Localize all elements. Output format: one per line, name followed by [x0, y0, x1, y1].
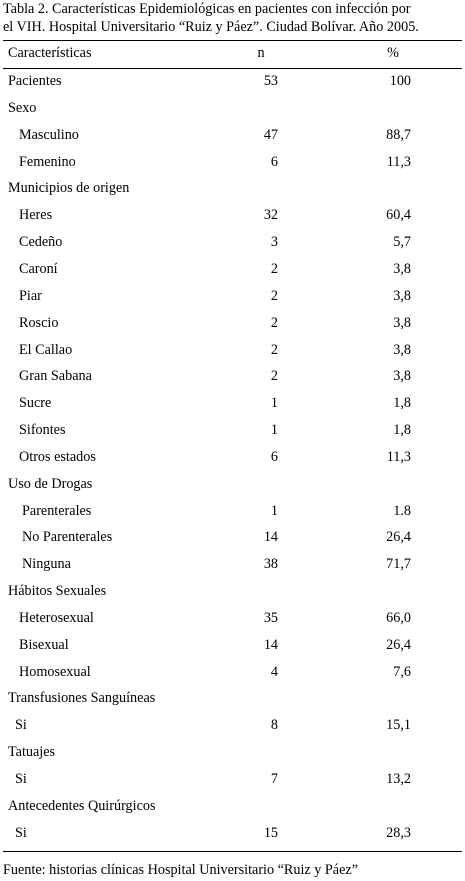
row-n: 14 — [263, 637, 278, 653]
row-percent: 11,3 — [386, 154, 411, 170]
row-label: Otros estados — [19, 449, 96, 465]
row-n: 32 — [263, 207, 278, 223]
row-label: El Callao — [19, 342, 73, 358]
row-percent: 5,7 — [393, 234, 411, 250]
table-row — [3, 68, 462, 95]
row-label: Cedeño — [19, 234, 63, 250]
table-row — [3, 363, 462, 390]
row-percent: 3,8 — [393, 368, 411, 384]
row-label: Si — [15, 771, 27, 787]
row-percent: 3,8 — [393, 315, 411, 331]
row-label: Bisexual — [19, 637, 69, 653]
row-label: Sucre — [19, 395, 52, 411]
row-label: Tatuajes — [8, 744, 56, 760]
row-n: 6 — [270, 449, 278, 465]
row-percent: 60,4 — [386, 207, 411, 223]
row-percent: 28,3 — [386, 825, 411, 841]
row-n: 35 — [263, 610, 278, 626]
row-label: Gran Sabana — [19, 368, 92, 384]
table-row — [3, 498, 462, 525]
row-percent: 15,1 — [386, 717, 411, 733]
row-n: 1 — [270, 422, 278, 438]
table-row — [3, 444, 462, 471]
row-n: 1 — [270, 503, 278, 519]
row-n: 2 — [270, 342, 278, 358]
row-percent: 71,7 — [386, 556, 411, 572]
bottom-rule — [3, 851, 462, 852]
row-n: 1 — [270, 395, 278, 411]
row-label: Si — [15, 717, 27, 733]
row-label: Si — [15, 825, 27, 841]
row-label: Municipios de origen — [8, 180, 130, 196]
table-row — [3, 202, 462, 229]
table-row — [3, 175, 462, 202]
row-percent: 3,8 — [393, 261, 411, 277]
header-percent: % — [387, 45, 399, 61]
row-label: Hábitos Sexuales — [8, 583, 107, 599]
header-n: n — [257, 45, 265, 61]
table-row — [3, 766, 462, 793]
row-n: 2 — [270, 261, 278, 277]
row-label: Heterosexual — [19, 610, 94, 626]
table-footnote: Fuente: historias clínicas Hospital Universitario “Ruiz y Páez” — [3, 862, 358, 878]
row-label: Antecedentes Quirúrgicos — [8, 798, 156, 814]
row-label: Caroní — [19, 261, 58, 277]
table-row — [3, 524, 462, 551]
table-row — [3, 685, 462, 712]
row-label: Homosexual — [19, 664, 91, 680]
table-row — [3, 632, 462, 659]
table-row — [3, 417, 462, 444]
row-label: Ninguna — [22, 556, 71, 572]
row-label: Sifontes — [19, 422, 66, 438]
table-row — [3, 793, 462, 820]
table-row — [3, 659, 462, 686]
row-label: Roscio — [19, 315, 59, 331]
table-row — [3, 337, 462, 364]
table-row — [3, 283, 462, 310]
row-n: 8 — [270, 717, 278, 733]
row-n: 53 — [263, 73, 278, 89]
row-label: Uso de Drogas — [8, 476, 93, 492]
row-percent: 13,2 — [386, 771, 411, 787]
table-row — [3, 229, 462, 256]
table-row — [3, 149, 462, 176]
table-header — [3, 40, 462, 67]
table-caption — [3, 0, 463, 36]
caption-line-1: Tabla 2. Características Epidemiológicas en pacientes con infección por — [3, 1, 411, 17]
row-n: 38 — [263, 556, 278, 572]
row-n: 7 — [270, 771, 278, 787]
row-n: 2 — [270, 315, 278, 331]
row-n: 2 — [270, 288, 278, 304]
table-row — [3, 551, 462, 578]
row-label: Transfusiones Sanguíneas — [8, 690, 156, 706]
row-percent: 7,6 — [393, 664, 411, 680]
row-percent: 1,8 — [393, 422, 411, 438]
header-characteristics: Características — [8, 45, 92, 61]
row-percent: 66,0 — [386, 610, 411, 626]
row-label: Heres — [19, 207, 53, 223]
row-n: 2 — [270, 368, 278, 384]
table-row — [3, 310, 462, 337]
table-row — [3, 95, 462, 122]
row-percent: 3,8 — [393, 342, 411, 358]
row-n: 6 — [270, 154, 278, 170]
row-label: Masculino — [19, 127, 79, 143]
row-label: Piar — [19, 288, 42, 304]
row-label: Parenterales — [22, 503, 92, 519]
row-percent: 88,7 — [386, 127, 411, 143]
row-n: 14 — [263, 529, 278, 545]
table-row — [3, 256, 462, 283]
caption-line-2: el VIH. Hospital Universitario “Ruiz y Páez”. Ciudad Bolívar. Año 2005. — [3, 19, 419, 35]
table-row — [3, 820, 462, 847]
row-n: 4 — [270, 664, 278, 680]
row-label: Sexo — [8, 100, 37, 116]
row-percent: 26,4 — [386, 637, 411, 653]
row-label: Pacientes — [8, 73, 62, 89]
row-percent: 100 — [389, 73, 411, 89]
table-row — [3, 390, 462, 417]
row-n: 47 — [263, 127, 278, 143]
row-percent: 26,4 — [386, 529, 411, 545]
row-n: 15 — [263, 825, 278, 841]
table-row — [3, 739, 462, 766]
row-label: No Parenterales — [22, 529, 113, 545]
row-percent: 1,8 — [393, 395, 411, 411]
table-row — [3, 122, 462, 149]
table-row — [3, 605, 462, 632]
table-row — [3, 578, 462, 605]
row-percent: 1.8 — [393, 503, 411, 519]
table-row — [3, 712, 462, 739]
row-label: Femenino — [19, 154, 76, 170]
row-n: 3 — [270, 234, 278, 250]
table-row — [3, 471, 462, 498]
row-percent: 3,8 — [393, 288, 411, 304]
row-percent: 11,3 — [386, 449, 411, 465]
